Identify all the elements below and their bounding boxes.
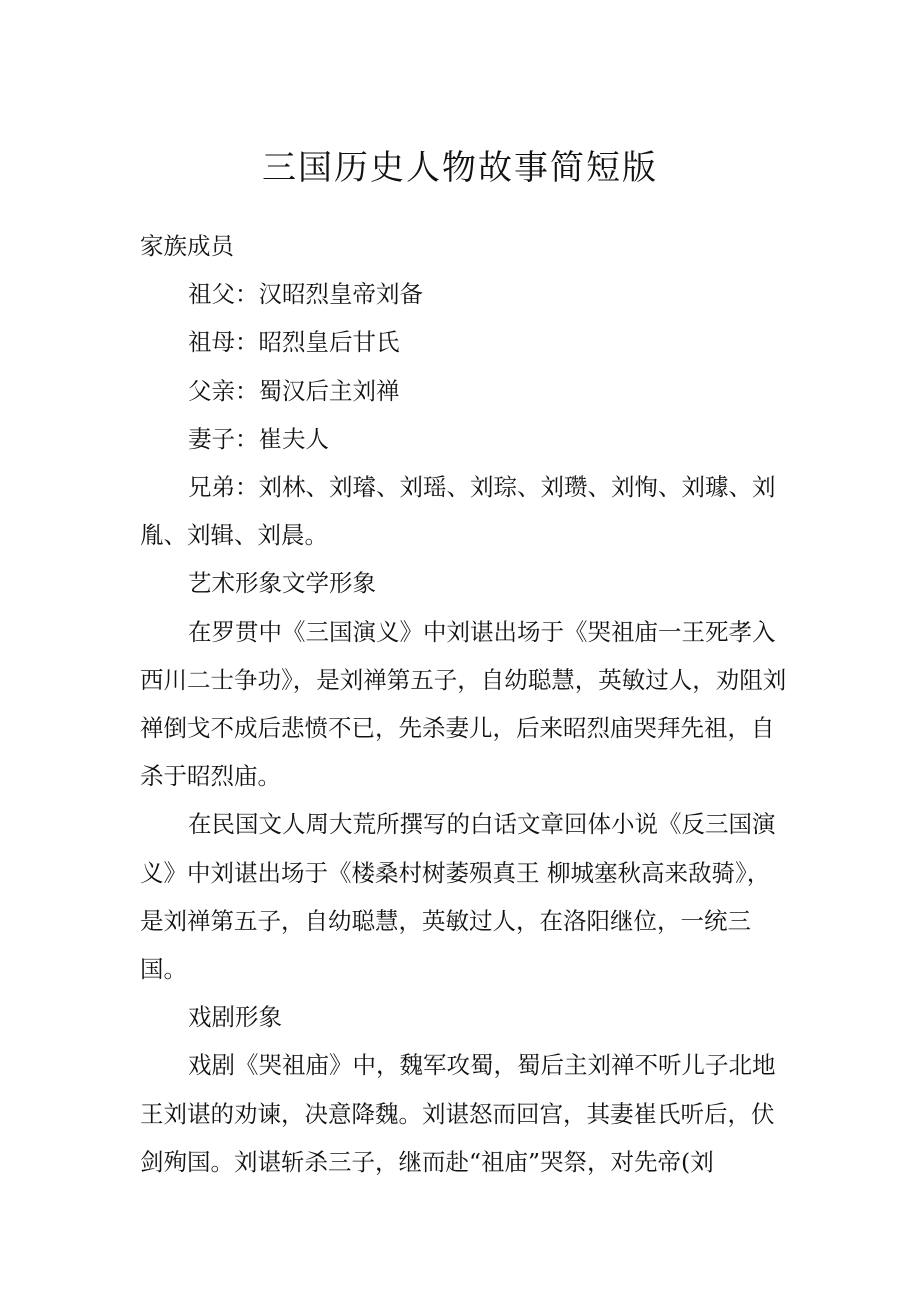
section-heading-drama: 戏剧形象 [188, 1003, 282, 1032]
document-body [140, 222, 790, 1186]
family-member-father: 父亲：蜀汉后主刘禅 [188, 376, 400, 405]
paragraph-anti-romance: 在民国文人周大荒所撰写的白话文章回体小说《反三国演义》中刘谌出场于《楼桑村树萎殒真王 柳城塞秋高来敌骑》，是刘禅第五子，自幼聪慧，英敏过人，在洛阳继位，一统三国。 [140, 810, 776, 984]
family-member-brothers: 兄弟：刘林、刘璿、刘瑶、刘琮、刘瓒、刘恂、刘璩、刘胤、刘辑、刘晨。 [140, 473, 776, 550]
family-member-wife: 妻子：崔夫人 [188, 424, 329, 453]
section-heading-art: 艺术形象文学形象 [188, 569, 376, 598]
family-member-grandmother: 祖母：昭烈皇后甘氏 [188, 328, 400, 357]
paragraph-romance: 在罗贯中《三国演义》中刘谌出场于《哭祖庙一王死孝入西川二士争功》，是刘禅第五子，自幼聪慧，英敏过人，劝阻刘禅倒戈不成后悲愤不已，先杀妻儿，后来昭烈庙哭拜先祖，自杀于昭烈庙。 [140, 617, 787, 791]
section-heading-family: 家族成员 [140, 232, 234, 260]
paragraph-drama: 戏剧《哭祖庙》中，魏军攻蜀，蜀后主刘禅不听儿子北地王刘谌的劝谏，决意降魏。刘谌怒而回宫，其妻崔氏听后，伏剑殉国。刘谌斩杀三子，继而赴“祖庙”哭祭，对先帝(刘 [140, 1051, 776, 1176]
family-member-grandfather: 祖父：汉昭烈皇帝刘备 [188, 280, 423, 309]
document-title: 三国历史人物故事简短版 [262, 148, 658, 188]
